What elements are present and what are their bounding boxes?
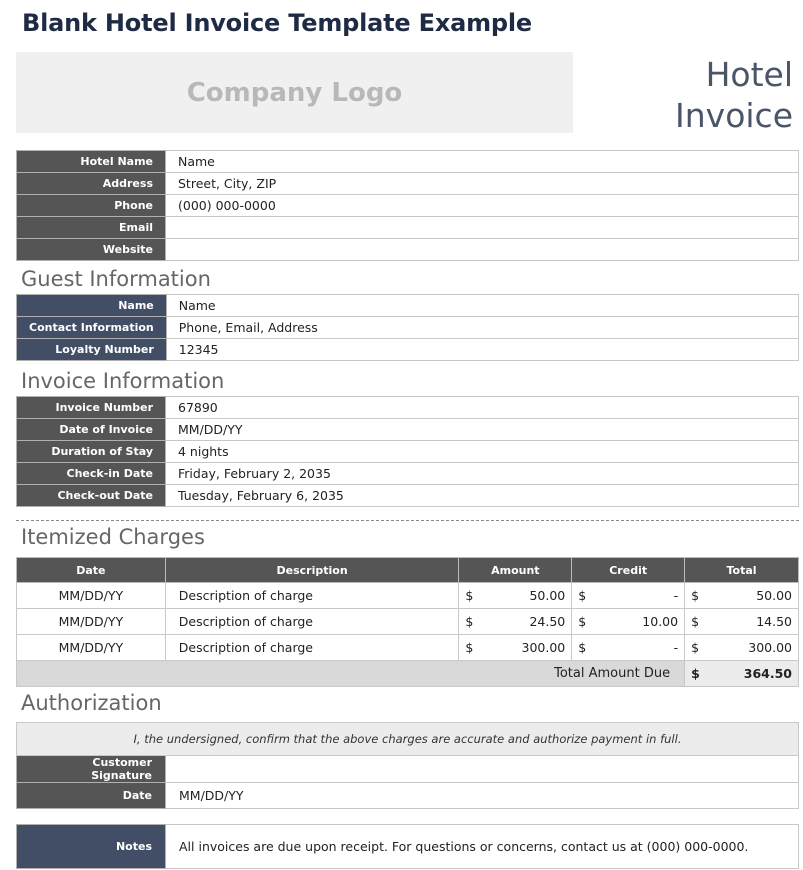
check-in-field[interactable]: Friday, February 2, 2035 [166,463,799,485]
guest-name-field[interactable]: Name [166,295,798,317]
auth-date-field[interactable]: MM/DD/YY [166,783,799,809]
invoice-number-row [17,397,799,419]
invoice-number-field[interactable]: 67890 [166,397,799,419]
charge-date[interactable]: MM/DD/YY [17,635,166,661]
currency-symbol: $ [578,588,587,603]
auth-date-label: Date [17,783,166,809]
check-in-row [17,463,799,485]
invoice-date-row [17,419,799,441]
guest-name-label: Name [17,295,167,317]
currency-symbol: $ [465,588,474,603]
charge-description[interactable]: Description of charge [165,583,459,609]
doc-title-line1: Hotel [705,55,793,94]
charge-description[interactable]: Description of charge [165,635,459,661]
charge-amount[interactable] [459,609,572,635]
currency-symbol: $ [465,640,474,655]
currency-symbol: $ [578,640,587,655]
currency-symbol: $ [691,588,700,603]
total-value: 50.00 [756,588,792,603]
charge-date[interactable]: MM/DD/YY [17,609,166,635]
check-in-label: Check-in Date [17,463,166,485]
currency-symbol: $ [691,666,700,681]
invoice-date-label: Date of Invoice [17,419,166,441]
authorization-table [16,722,799,809]
duration-label: Duration of Stay [17,441,166,463]
col-credit-header: Credit [572,558,685,583]
currency-symbol: $ [465,614,474,629]
hotel-name-row [17,151,799,173]
hotel-phone-field[interactable]: (000) 000-0000 [166,195,799,217]
col-description-header: Description [165,558,459,583]
itemized-charges-table [16,557,799,687]
credit-value: 10.00 [642,614,679,629]
authorization-statement-row [17,723,799,756]
amount-value: 50.00 [529,588,566,603]
charge-credit[interactable] [572,609,685,635]
guest-section-heading: Guest Information [21,267,211,291]
charge-credit[interactable] [572,583,685,609]
hotel-email-row [17,217,799,239]
hotel-website-row [17,239,799,261]
notes-label: Notes [17,825,166,869]
total-due-label: Total Amount Due [17,661,685,687]
hotel-email-label: Email [17,217,166,239]
col-date-header: Date [17,558,166,583]
hotel-phone-label: Phone [17,195,166,217]
check-out-row [17,485,799,507]
auth-date-row [17,783,799,809]
hotel-website-label: Website [17,239,166,261]
guest-loyalty-row [17,339,799,361]
notes-text[interactable]: All invoices are due upon receipt. For questions or concerns, contact us at (000) 000-0000. [166,825,799,869]
company-logo-placeholder [16,52,573,133]
charge-total [685,635,799,661]
hotel-name-field[interactable]: Name [166,151,799,173]
authorization-statement: I, the undersigned, confirm that the above charges are accurate and authorize payment in full. [17,723,799,756]
charge-amount[interactable] [459,635,572,661]
guest-loyalty-label: Loyalty Number [17,339,167,361]
guest-contact-label: Contact Information [17,317,167,339]
guest-info-table [16,294,799,361]
amount-value: 24.50 [529,614,566,629]
signature-row [17,756,799,783]
document-title [675,54,793,136]
currency-symbol: $ [578,614,587,629]
hotel-email-field[interactable] [166,217,799,239]
signature-label: Customer Signature [17,756,166,783]
charge-row [17,583,799,609]
charge-credit[interactable] [572,635,685,661]
hotel-website-field[interactable] [166,239,799,261]
guest-name-row [17,295,799,317]
col-total-header: Total [685,558,799,583]
charge-row [17,609,799,635]
duration-field[interactable]: 4 nights [166,441,799,463]
hotel-phone-row [17,195,799,217]
total-due-value [685,661,799,687]
credit-value: - [673,640,679,655]
duration-row [17,441,799,463]
total-due-amount: 364.50 [743,666,792,681]
invoice-section-heading: Invoice Information [21,369,225,393]
guest-contact-field[interactable]: Phone, Email, Address [166,317,798,339]
guest-contact-row [17,317,799,339]
hotel-address-row [17,173,799,195]
currency-symbol: $ [691,640,700,655]
section-divider [16,520,799,521]
total-value: 14.50 [756,614,792,629]
charges-header-row [17,558,799,583]
invoice-info-table [16,396,799,507]
hotel-address-label: Address [17,173,166,195]
charge-description[interactable]: Description of charge [165,609,459,635]
total-value: 300.00 [748,640,792,655]
page-title: Blank Hotel Invoice Template Example [22,9,532,37]
col-amount-header: Amount [459,558,572,583]
charges-section-heading: Itemized Charges [21,525,205,549]
amount-value: 300.00 [521,640,566,655]
credit-value: - [673,588,679,603]
charge-total [685,583,799,609]
check-out-field[interactable]: Tuesday, February 6, 2035 [166,485,799,507]
notes-row [17,825,799,869]
notes-table [16,824,799,869]
invoice-number-label: Invoice Number [17,397,166,419]
hotel-address-field[interactable]: Street, City, ZIP [166,173,799,195]
charge-amount[interactable] [459,583,572,609]
charge-total [685,609,799,635]
currency-symbol: $ [691,614,700,629]
hotel-name-label: Hotel Name [17,151,166,173]
invoice-date-field[interactable]: MM/DD/YY [166,419,799,441]
charge-date[interactable]: MM/DD/YY [17,583,166,609]
charge-row [17,635,799,661]
signature-field[interactable] [166,756,799,783]
check-out-label: Check-out Date [17,485,166,507]
logo-text: Company Logo [186,77,403,108]
hotel-info-table [16,150,799,261]
authorization-section-heading: Authorization [21,691,162,715]
total-due-row [17,661,799,687]
doc-title-line2: Invoice [675,96,793,135]
guest-loyalty-field[interactable]: 12345 [166,339,798,361]
